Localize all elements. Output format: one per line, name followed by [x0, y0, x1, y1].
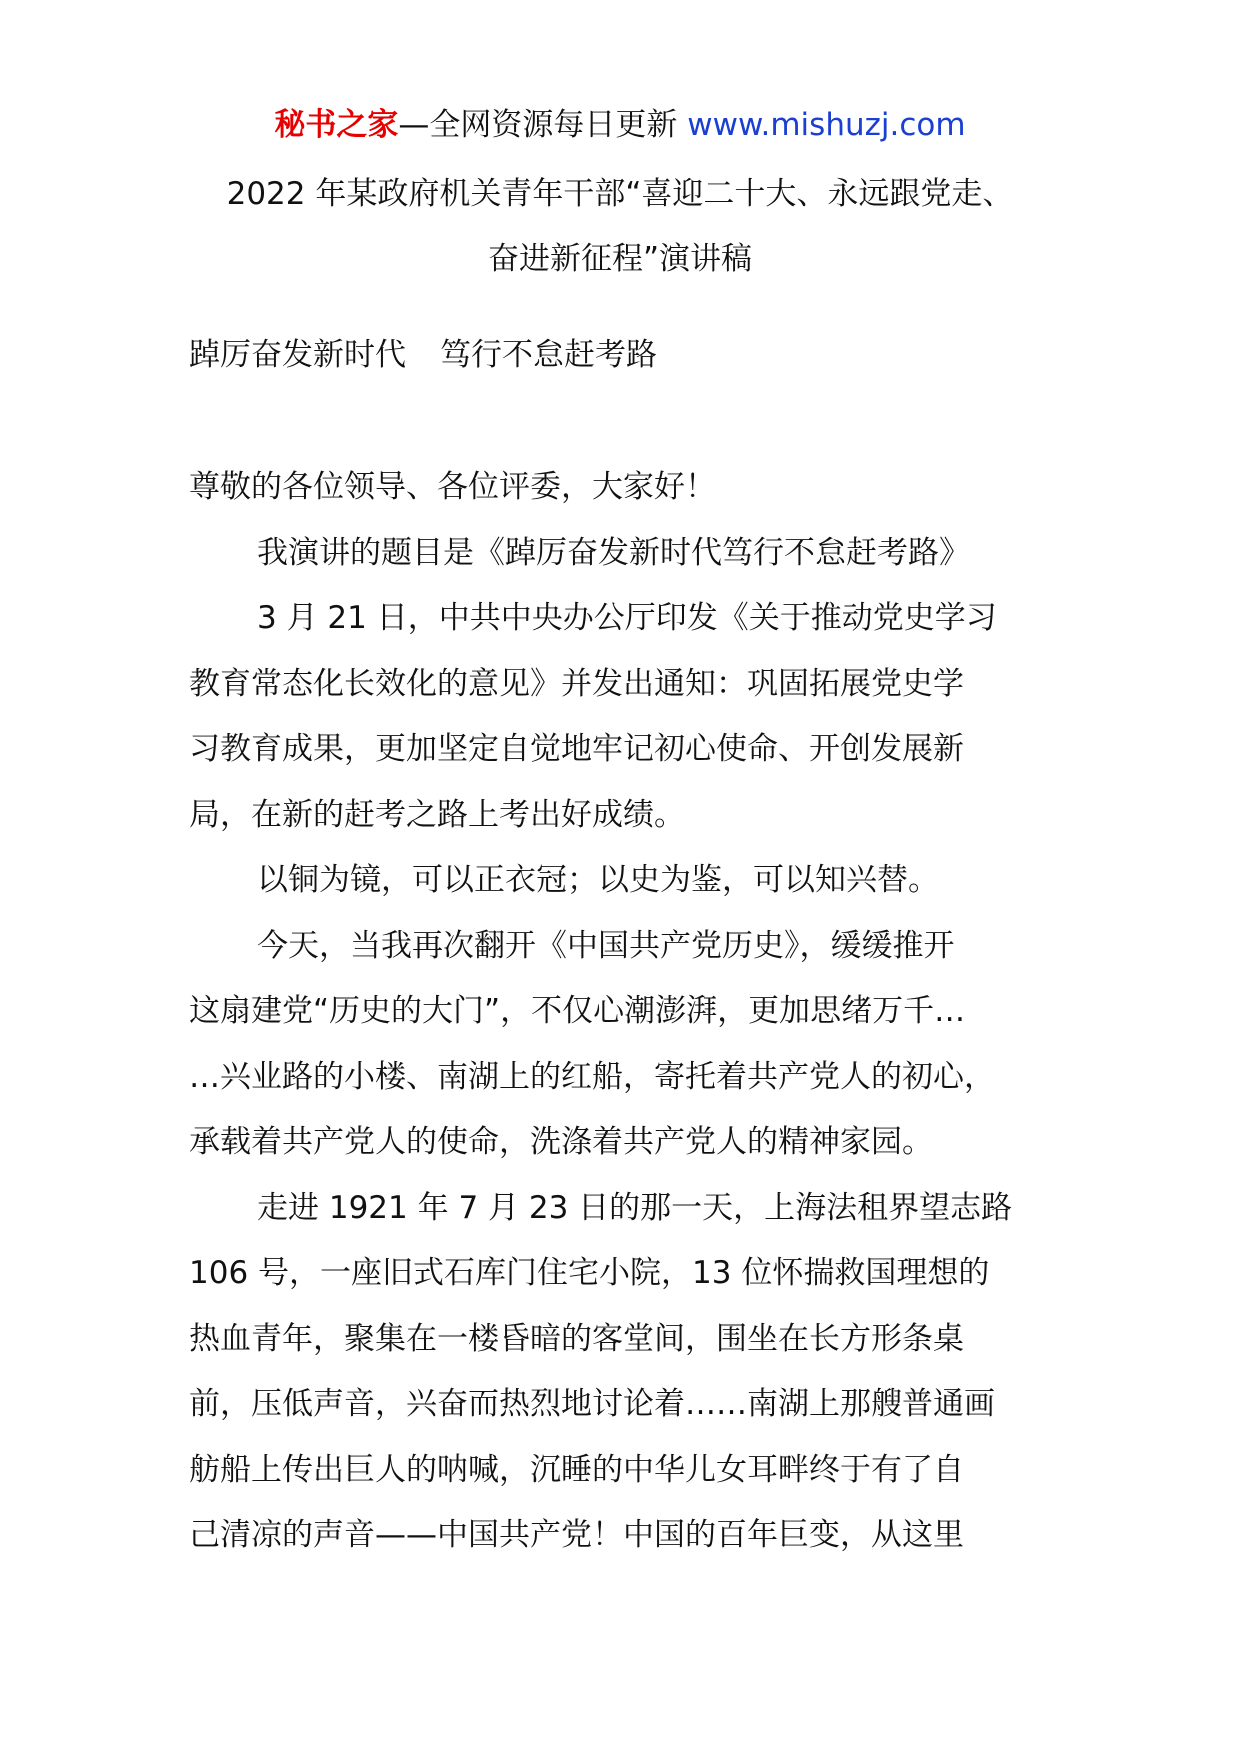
site-header — [0, 100, 1240, 150]
speech-subtitle — [189, 325, 657, 385]
greeting-line: 尊敬的各位领导、各位评委，大家好！ — [189, 469, 716, 505]
title-line-1: 2022 年某政府机关青年干部“喜迎二十大、永远跟党走、 — [226, 176, 1014, 212]
site-url-link[interactable]: www.mishuzj.com — [687, 107, 966, 143]
paragraph-line: 走进 1921 年 7 月 23 日的那一天，上海法租界望志路 — [257, 1189, 1013, 1226]
paragraph-2 — [189, 586, 1069, 848]
document-title — [140, 162, 1100, 292]
paragraph-line: 前，压低声音，兴奋而热烈地讨论着……南湖上那艘普通画 — [189, 1386, 995, 1422]
subtitle-part-2: 笃行不怠赶考路 — [440, 337, 657, 373]
greeting-paragraph — [189, 455, 1069, 521]
header-tagline: —全网资源每日更新 — [398, 107, 678, 143]
paragraph-line: 这扇建党“历史的大门”，不仅心潮澎湃，更加思绪万千… — [189, 993, 966, 1029]
paragraph-line: 3 月 21 日，中共中央办公厅印发《关于推动党史学习 — [257, 600, 997, 636]
paragraph-line: 教育常态化长效化的意见》并发出通知：巩固拓展党史学 — [189, 665, 964, 702]
paragraph-line: 局，在新的赶考之路上考出好成绩。 — [189, 796, 685, 833]
subtitle-part-1: 踔厉奋发新时代 — [189, 337, 406, 373]
paragraph-line: 舫船上传出巨人的呐喊，沉睡的中华儿女耳畔终于有了自 — [189, 1451, 964, 1488]
paragraph-3 — [189, 848, 1069, 914]
paragraph-line: …兴业路的小楼、南湖上的红船，寄托着共产党人的初心， — [189, 1058, 995, 1095]
paragraph-line: 以铜为镜，可以正衣冠；以史为鉴，可以知兴替。 — [257, 862, 939, 898]
paragraph-line: 热血青年，聚集在一楼昏暗的客堂间，围坐在长方形条桌 — [189, 1320, 964, 1357]
paragraph-line: 己清凉的声音——中国共产党！中国的百年巨变，从这里 — [189, 1517, 964, 1553]
paragraph-line: 106 号，一座旧式石库门住宅小院，13 位怀揣救国理想的 — [189, 1255, 990, 1291]
brand-name: 秘书之家 — [274, 107, 399, 143]
paragraph-line: 习教育成果，更加坚定自觉地牢记初心使命、开创发展新 — [189, 731, 964, 767]
speech-body — [189, 455, 1069, 1569]
title-line-2: 奋进新征程”演讲稿 — [487, 241, 753, 277]
paragraph-1 — [189, 521, 1069, 587]
paragraph-line: 今天，当我再次翻开《中国共产党历史》，缓缓推开 — [257, 927, 955, 964]
paragraph-line: 我演讲的题目是《踔厉奋发新时代笃行不怠赶考路》 — [257, 534, 970, 571]
paragraph-5 — [189, 1176, 1069, 1569]
paragraph-line: 承载着共产党人的使命，洗涤着共产党人的精神家园。 — [189, 1124, 933, 1160]
paragraph-4 — [189, 914, 1069, 1176]
